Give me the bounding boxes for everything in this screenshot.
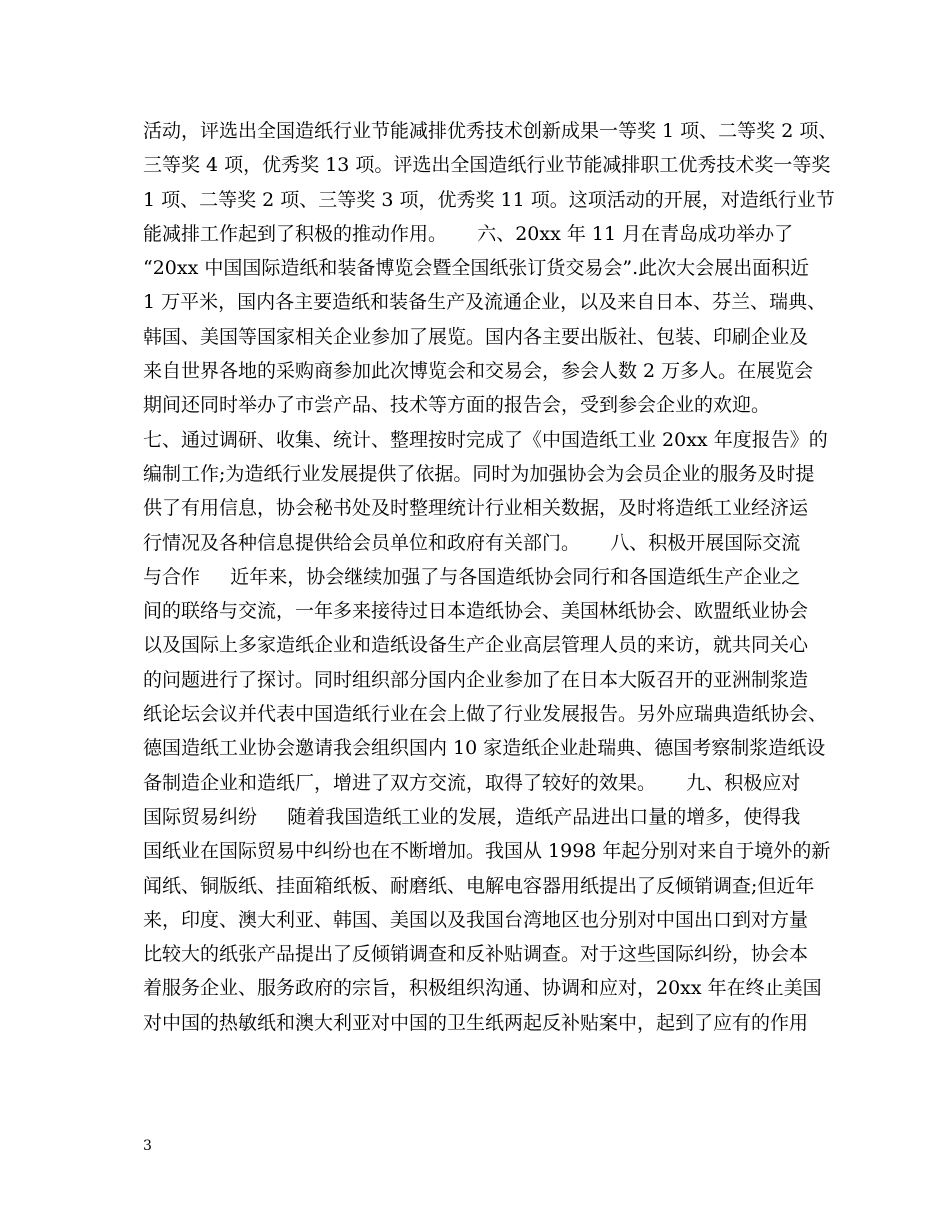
text-line: 的问题进行了探讨。同时组织部分国内企业参加了在日本大阪召开的亚洲制浆造 bbox=[143, 668, 809, 691]
text-line: 来，印度、澳大利亚、韩国、美国以及我国台湾地区也分别对中国出口到对方量 bbox=[143, 908, 809, 931]
text-line: 与合作 近年来，协会继续加强了与各国造纸协会同行和各国造纸生产企业之 bbox=[143, 565, 801, 588]
text-line: 对中国的热敏纸和澳大利亚对中国的卫生纸两起反补贴案中，起到了应有的作用 bbox=[143, 1011, 809, 1034]
text-line: 能减排工作起到了积极的推动作用。 六、20xx 年 11 月在青岛成功举办了 bbox=[143, 222, 794, 245]
text-line: 1 万平米，国内各主要造纸和装备生产及流通企业，以及来自日本、芬兰、瑞典、 bbox=[143, 291, 827, 314]
text-line: 以及国际上多家造纸企业和造纸设备生产企业高层管理人员的来访，就共同关心 bbox=[143, 634, 809, 657]
text-line: 比较大的纸张产品提出了反倾销调查和反补贴调查。对于这些国际纠纷，协会本 bbox=[143, 943, 809, 966]
text-line: 国纸业在国际贸易中纠纷也在不断增加。我国从 1998 年起分别对来自于境外的新 bbox=[143, 840, 831, 863]
text-line: “20xx 中国国际造纸和装备博览会暨全国纸张订货交易会”.此次大会展出面积近 bbox=[143, 257, 810, 280]
text-line: 供了有用信息，协会秘书处及时整理统计行业相关数据，及时将造纸工业经济运 bbox=[143, 497, 809, 520]
text-line: 1 项、二等奖 2 项、三等奖 3 项，优秀奖 11 项。这项活动的开展，对造纸行业节 bbox=[143, 188, 835, 211]
text-line: 纸论坛会议并代表中国造纸行业在会上做了行业发展报告。另外应瑞典造纸协会、 bbox=[143, 703, 828, 726]
text-line: 韩国、美国等国家相关企业参加了展览。国内各主要出版社、包装、印刷企业及 bbox=[143, 325, 809, 348]
text-line: 七、通过调研、收集、统计、整理按时完成了《中国造纸工业 20xx 年度报告》的 bbox=[143, 428, 828, 451]
text-line: 编制工作;为造纸行业发展提供了依据。同时为加强协会为会员企业的服务及时提 bbox=[143, 462, 815, 485]
text-line: 来自世界各地的采购商参加此次博览会和交易会，参会人数 2 万多人。在展览会 bbox=[143, 360, 814, 383]
text-line: 活动，评选出全国造纸行业节能减排优秀技术创新成果一等奖 1 项、二等奖 2 项、 bbox=[143, 120, 838, 142]
text-line: 闻纸、铜版纸、挂面箱纸板、耐磨纸、电解电容器用纸提出了反倾销调查;但近年 bbox=[143, 874, 815, 897]
text-line: 国际贸易纠纷 随着我国造纸工业的发展，造纸产品进出口量的增多，使得我 bbox=[143, 805, 801, 828]
text-line: 着服务企业、服务政府的宗旨，积极组织沟通、协调和应对，20xx 年在终止美国 bbox=[143, 977, 822, 1000]
text-line: 三等奖 4 项，优秀奖 13 项。评选出全国造纸行业节能减排职工优秀技术奖一等奖 bbox=[143, 154, 831, 177]
body-text bbox=[143, 114, 838, 1040]
page-number: 3 bbox=[143, 1138, 152, 1154]
text-line: 期间还同时举办了市尝产品、技术等方面的报告会，受到参会企业的欢迎。 bbox=[143, 394, 771, 417]
text-line: 行情况及各种信息提供给会员单位和政府有关部门。 八、积极开展国际交流 bbox=[143, 531, 801, 554]
text-line: 德国造纸工业协会邀请我会组织国内 10 家造纸企业赴瑞典、德国考察制浆造纸设 bbox=[143, 737, 826, 760]
text-line: 备制造企业和造纸厂，增进了双方交流，取得了较好的效果。 九、积极应对 bbox=[143, 771, 801, 794]
text-line: 间的联络与交流，一年多来接待过日本造纸协会、美国林纸协会、欧盟纸业协会 bbox=[143, 600, 809, 623]
